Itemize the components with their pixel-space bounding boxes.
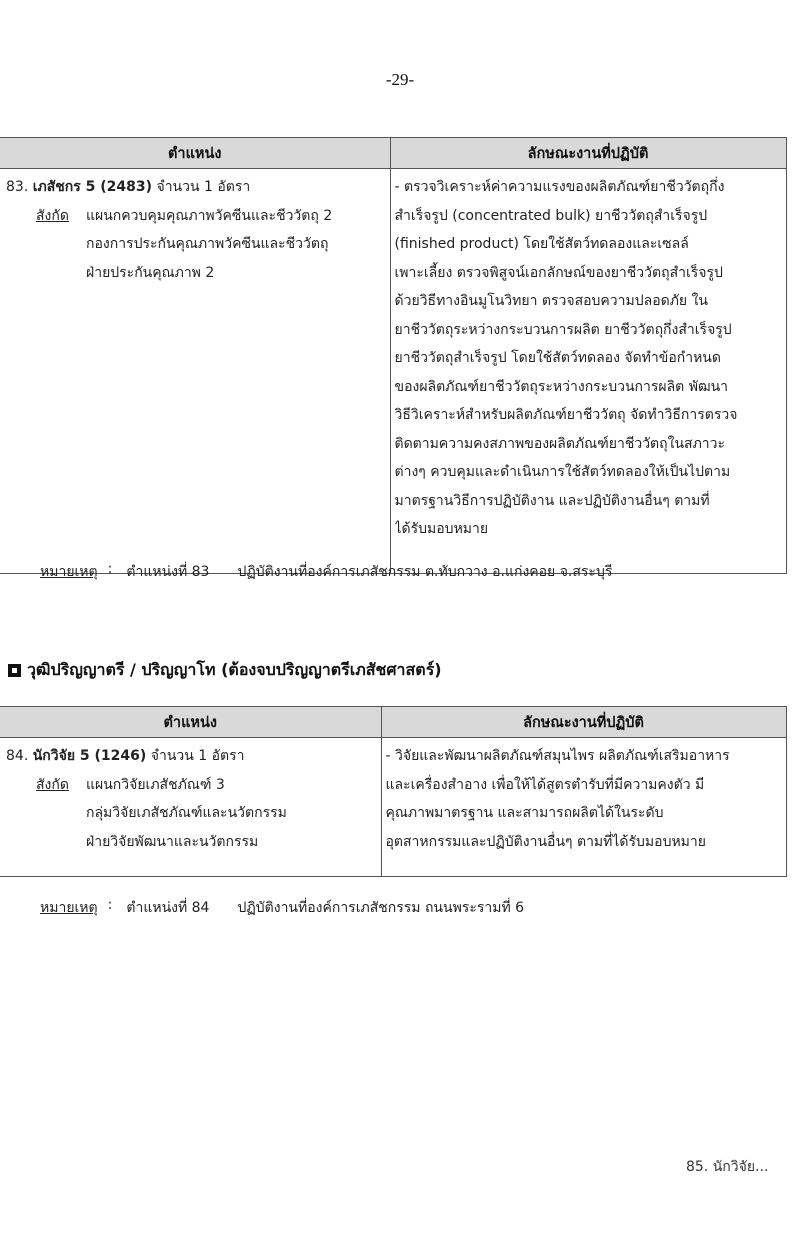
affiliation-lines (86, 202, 332, 288)
duty-line: ติดตามความคงสภาพของผลิตภัณฑ์ยาชีววัตถุในสภาวะ (394, 435, 726, 452)
duty-line: ของผลิตภัณฑ์ยาชีววัตถุระหว่างกระบวนการผลิต พัฒนา (394, 378, 729, 395)
note-label: หมายเหตุ (40, 900, 98, 916)
header-position: ตำแหน่ง (0, 138, 390, 169)
note-colon: : (107, 897, 113, 913)
position-title-line (6, 742, 381, 771)
duty-line: ยาชีววัตถุระหว่างกระบวนการผลิต ยาชีววัตถุกึ่งสำเร็จรูป (394, 321, 732, 338)
note-position-ref: ตำแหน่งที่ 84 (126, 900, 210, 916)
position-cell (0, 738, 381, 877)
continuation-text: 85. นักวิจัย... (686, 1159, 769, 1175)
table-header-row (0, 707, 786, 738)
position-number: 83. (6, 179, 29, 195)
section-heading (8, 658, 442, 683)
note-label: หมายเหตุ (40, 564, 98, 580)
duty-line: วิธีวิเคราะห์สำหรับผลิตภัณฑ์ยาชีววัตถุ จัดทำวิธีการตรวจ (394, 407, 738, 423)
header-duties: ลักษณะงานที่ปฏิบัติ (381, 707, 786, 738)
position-table-84 (0, 706, 787, 877)
note-84 (40, 897, 524, 919)
table-row (0, 738, 786, 877)
note-text: ปฏิบัติงานที่องค์การเภสัชกรรม ถนนพระรามที่ 6 (237, 900, 525, 916)
affiliation-label: สังกัด (36, 207, 69, 224)
duty-line: และเครื่องสำอาง เพื่อให้ได้สูตรตำรับที่มีความคงตัว มี (385, 776, 705, 793)
duty-line: มาตรฐานวิธีการปฏิบัติงาน และปฏิบัติงานอื่นๆ ตามที่ (394, 492, 710, 509)
position-quota: จำนวน 1 อัตรา (150, 748, 245, 764)
duty-line: ต่างๆ ควบคุมและดำเนินการใช้สัตว์ทดลองให้เป็นไปตาม (394, 464, 731, 480)
duties-cell (390, 169, 786, 574)
page-number: -29- (385, 70, 415, 89)
affiliation-line: ฝ่ายประกันคุณภาพ 2 (86, 264, 215, 281)
position-cell (0, 169, 390, 574)
affiliation-line: กลุ่มวิจัยเภสัชภัณฑ์และนวัตกรรม (86, 805, 287, 821)
position-title-line (6, 173, 390, 202)
affiliation-line: แผนกวิจัยเภสัชภัณฑ์ 3 (86, 776, 225, 793)
duty-line: คุณภาพมาตรฐาน และสามารถผลิตได้ในระดับ (385, 805, 664, 821)
duty-line: ยาชีววัตถุสำเร็จรูป โดยใช้สัตว์ทดลอง จัดทำข้อกำหนด (394, 350, 721, 366)
duty-line: สำเร็จรูป (concentrated bulk) ยาชีววัตถุสำเร็จรูป (394, 207, 708, 224)
table-header-row (0, 138, 786, 169)
duty-line: ด้วยวิธีทางอินมูโนวิทยา ตรวจสอบความปลอดภัย ใน (394, 293, 708, 309)
duty-line: เพาะเลี้ยง ตรวจพิสูจน์เอกลักษณ์ของยาชีววัตถุสำเร็จรูป (394, 264, 723, 281)
header-position: ตำแหน่ง (0, 707, 381, 738)
duties-cell (381, 738, 786, 877)
position-quota: จำนวน 1 อัตรา (156, 179, 251, 195)
position-table-83 (0, 137, 787, 574)
note-position-ref: ตำแหน่งที่ 83 (126, 564, 210, 580)
duty-line: อุตสาหกรรมและปฏิบัติงานอื่นๆ ตามที่ได้รับมอบหมาย (385, 833, 706, 850)
affiliation (6, 771, 381, 857)
duty-line: - วิจัยและพัฒนาผลิตภัณฑ์สมุนไพร ผลิตภัณฑ์เสริมอาหาร (385, 748, 730, 764)
position-title: เภสัชกร 5 (2483) (32, 179, 153, 195)
affiliation-label: สังกัด (36, 776, 69, 793)
duty-line: - ตรวจวิเคราะห์ค่าความแรงของผลิตภัณฑ์ยาชีววัตถุกึ่ง (394, 179, 725, 195)
header-duties: ลักษณะงานที่ปฏิบัติ (390, 138, 786, 169)
square-bullet-icon (8, 664, 21, 677)
duty-line: ได้รับมอบหมาย (394, 521, 489, 537)
affiliation (6, 202, 390, 288)
note-text: ปฏิบัติงานที่องค์การเภสัชกรรม ต.ทับกวาง อ.แก่งคอย จ.สระบุรี (237, 564, 613, 580)
note-83 (40, 561, 612, 583)
affiliation-line: แผนกควบคุมคุณภาพวัคซีนและชีววัตถุ 2 (86, 207, 333, 224)
section-heading-text: วุฒิปริญญาตรี / ปริญญาโท (ต้องจบปริญญาตรีเภสัชศาสตร์) (27, 660, 442, 679)
affiliation-line: กองการประกันคุณภาพวัคซีนและชีววัตถุ (86, 236, 329, 252)
duty-line: (finished product) โดยใช้สัตว์ทดลองและเซลล์ (394, 236, 689, 252)
affiliation-lines (86, 771, 287, 857)
affiliation-line: ฝ่ายวิจัยพัฒนาและนวัตกรรม (86, 833, 259, 850)
position-title: นักวิจัย 5 (1246) (32, 748, 147, 764)
table-row (0, 169, 786, 574)
note-colon: : (107, 561, 113, 577)
position-number: 84. (6, 748, 29, 764)
